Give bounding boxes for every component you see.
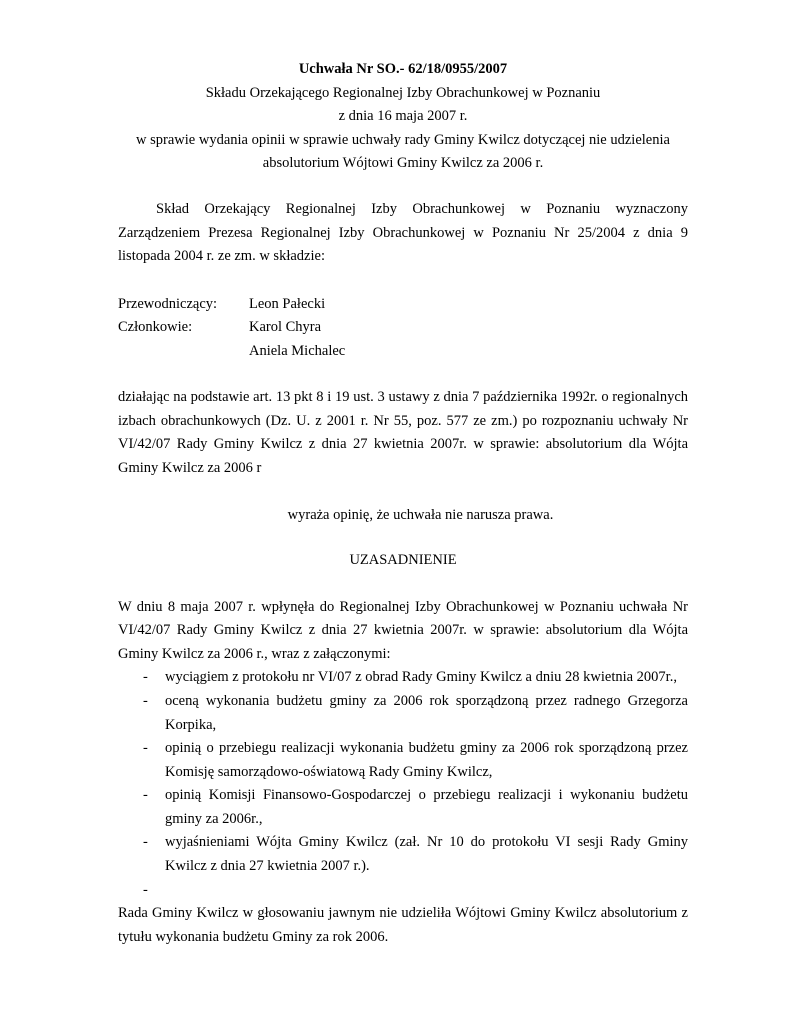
list-dash: - [143,740,148,757]
list-item [118,666,688,690]
list-dash: - [143,787,148,804]
resolution-subject-line-1: w sprawie wydania opinii w sprawie uchwały rady Gminy Kwilcz dotyczącej nie udzielenia [136,131,670,148]
document-page [118,58,688,949]
intro-paragraph: Skład Orzekający Regionalnej Izby Obrachunkowej w Poznaniu wyznaczony Zarządzeniem Prezesa Regionalnej Izby Obrachunkowej w Poznaniu Nr 25/2004 z dnia 9 listopada 2004 r. ze zm. w składzie: [118,200,688,265]
attachment-text [165,882,169,898]
member-role: Przewodniczący: [118,295,218,312]
member-row [118,293,688,316]
list-dash: - [143,692,148,709]
member-name: Aniela Michalec [249,342,346,359]
member-row [118,340,688,363]
member-role: Członkowie: [118,319,193,336]
list-item [118,879,688,903]
document-header [118,58,688,176]
attachment-text: oceną wykonania budżetu gminy za 2006 rok sporządzoną przez radnego Grzegorza Korpika, [165,692,688,733]
member-row [118,316,688,339]
attachment-text: opinią Komisji Finansowo-Gospodarczej o przebiegu realizacji i wykonaniu budżetu gminy za 2006r., [165,787,688,827]
attachments-list [118,666,688,902]
attachment-text: wyciągiem z protokołu nr VI/07 z obrad Rady Gminy Kwilcz a dniu 28 kwietnia 2007r., [165,669,677,686]
list-item [118,690,688,737]
justification-intro: W dniu 8 maja 2007 r. wpłynęła do Regionalnej Izby Obrachunkowej w Poznaniu uchwała Nr VI/42/07 Rady Gminy Kwilcz z dnia 27 kwietnia 2007r. w sprawie: absolutorium dla Wójta Gminy Kwilcz za 2006 r., wraz z załączonymi: [118,598,688,662]
member-role [118,340,249,363]
resolution-title: Uchwała Nr SO.- 62/18/0955/2007 [298,61,508,77]
conclusion-paragraph: Rada Gminy Kwilcz w głosowaniu jawnym nie udzieliła Wójtowi Gminy Kwilcz absolutorium z tytułu wykonania budżetu Gminy za rok 2006. [118,905,688,945]
attachment-text: wyjaśnieniami Wójta Gminy Kwilcz (zał. Nr 10 do protokołu VI sesji Rady Gminy Kwilcz z dnia 27 kwietnia 2007 r.). [165,834,688,875]
list-dash: - [143,881,148,898]
member-name: Karol Chyra [249,319,322,336]
list-item [118,784,688,831]
resolution-date: z dnia 16 maja 2007 r. [338,108,468,125]
resolution-subject-line-2: absolutorium Wójtowi Gminy Kwilcz za 2006 r. [262,155,544,172]
list-dash: - [143,669,148,686]
list-dash: - [143,834,148,851]
opinion-statement: wyraża opinię, że uchwała nie narusza prawa. [287,507,554,524]
attachment-text: opinią o przebiegu realizacji wykonania budżetu gminy za 2006 rok sporządzoną przez Komisję samorządowo-oświatową Rady Gminy Kwilcz, [165,740,688,780]
list-item [118,831,688,878]
member-name: Leon Pałecki [249,295,326,312]
list-item [118,737,688,784]
resolution-issuer: Składu Orzekającego Regionalnej Izby Obrachunkowej w Poznaniu [205,84,601,101]
legal-basis-paragraph: działając na podstawie art. 13 pkt 8 i 19 ust. 3 ustawy z dnia 7 października 1992r. o regionalnych izbach obrachunkowych (Dz. U. z 2001 r. Nr 55, poz. 577 ze zm.) po rozpoznaniu uchwały Nr VI/42/07 Rady Gminy Kwilcz z dnia 27 kwietnia 2007r. w sprawie: absolutorium dla Wójta Gminy Kwilcz za 2006 r [118,388,688,476]
justification-heading: UZASADNIENIE [349,551,457,568]
panel-members [118,293,688,363]
